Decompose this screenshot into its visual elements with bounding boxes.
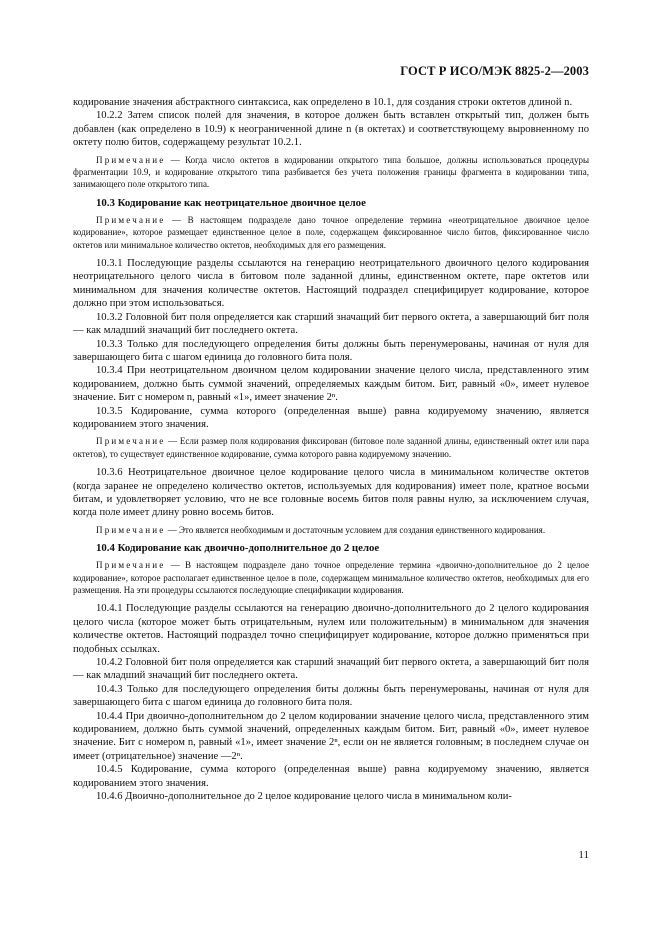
note-paragraph <box>73 154 589 191</box>
note-text: — В настоящем подразделе дано точное определение термина «неотрицательное двоичное целое кодирование», которое размещает единственное целое в поле, содержащем фиксированное число битов, фиксированное число октетов или минимальное количество октетов, необходимых для его размещения. <box>73 214 589 250</box>
note-text: — Когда число октетов в кодировании открытого типа большое, должны использоваться процедуры фрагментации 10.9, и кодирование открытого типа разбивается без учета положения границы фрагмента в кодировании типа, занимающего поле открытого типа. <box>73 154 589 190</box>
body-paragraph: 10.4.3 Только для последующего определения биты должны быть перенумерованы, начиная от нуля для завершающего бита с шагом единица до головного бита поля. <box>73 683 589 709</box>
body-paragraph: 10.3.2 Головной бит поля определяется как старший значащий бит первого октета, а завершающий бит поля — как младший значащий бит последнего октета. <box>73 311 589 337</box>
body-paragraph: 10.3.6 Неотрицательное двоичное целое кодирование целого числа в минимальном количестве октетов (когда заранее не определено количество октетов, используемых для кодирования) имеет поле, кратное восьми битам, и удовлетворяет условию, что не все головные восемь битов поля равны нулю, за исключением случая, когда поле имеет длину ровно восемь битов. <box>73 467 589 519</box>
note-text: — Это является необходимым и достаточным условием для создания единственного кодирования. <box>165 524 546 535</box>
body-paragraph: 10.3.1 Последующие разделы ссылаются на генерацию неотрицательного двоичного целого кодирования неотрицательного целого числа в битовом поле заданной длины, единственном октете, паре октетов или минимальном для значения количестве октетов. Настоящий подраздел специфицирует кодирование, которое должно при этом использоваться. <box>73 258 589 310</box>
note-text: — В настоящем подразделе дано точное определение термина «двоично-дополнительное до 2 целое кодирование», которое располагает единственное целое в поле, содержащем минимальное количество октетов, необходимых для его размещения. На эти процедуры ссылаются последующие спецификации кодирования. <box>73 560 589 595</box>
body-paragraph: 10.4.4 При двоично-дополнительном до 2 целом кодировании значение целого числа, представленного этим кодированием, должно быть суммой значений, определенных каждым битом. Бит, равный «0», имеет нулевое значение. Бит с номером n, равный «1», имеет значение 2ⁿ, если он не является головным; в последнем случае он имеет (отрицательное) значение —2ⁿ. <box>73 710 589 762</box>
note-label: Примечание <box>96 154 166 165</box>
body-paragraph: 10.4.6 Двоично-дополнительное до 2 целое кодирование целого числа в минимальном коли- <box>96 791 512 803</box>
section-heading: 10.4 Кодирование как двоично-дополнительное до 2 целое <box>96 542 380 555</box>
document-header-title: ГОСТ Р ИСО/МЭК 8825-2—2003 <box>400 64 589 78</box>
body-paragraph: 10.3.3 Только для последующего определения биты должны быть перенумерованы, начиная от нуля для завершающего бита с шагом единица до головного бита поля. <box>73 338 589 363</box>
note-paragraph <box>73 559 589 596</box>
note-label: Примечание <box>96 524 166 535</box>
body-paragraph: 10.3.5 Кодирование, сумма которого (определенная выше) равна кодируемому значению, является кодированием этого значения. <box>73 405 589 430</box>
body-paragraph: 10.4.2 Головной бит поля определяется как старший значащий бит первого октета, а завершающий бит поля — как младший значащий бит последнего октета. <box>73 657 589 682</box>
body-paragraph: 10.3.4 При неотрицательном двоичном целом кодировании значение целого числа, представленного этим кодированием, должно быть суммой значений, определяемых каждым битом. Бит, равный «0», имеет нулевое значение. Бит с номером n, равный «1», имеет значение 2ⁿ. <box>73 365 589 404</box>
note-text: — Если размер поля кодирования фиксирован (битовое поле заданной длины, единственный октет или пара октетов), то существует единственное кодирование, сумма которого равна кодируемому значению. <box>73 436 589 459</box>
body-paragraph: 10.4.1 Последующие разделы ссылаются на генерацию двоично-дополнительного до 2 целого кодирования целого числа (которое может быть отрицательным, нулем или положительным) в минимальном для значения количестве октетов. Настоящий подраздел точно специфицирует кодирование, которое должно применяться при подобных ссылках. <box>73 603 589 655</box>
body-paragraph: кодирование значения абстрактного синтаксиса, как определено в 10.1, для создания строки октетов длиной n. <box>73 97 573 108</box>
note-paragraph <box>73 435 589 460</box>
body-paragraph: 10.4.5 Кодирование, сумма которого (определенная выше) равна кодируемому значению, является кодированием этого значения. <box>73 764 589 789</box>
note-paragraph <box>73 214 589 251</box>
note-paragraph <box>73 524 589 536</box>
note-label: Примечание <box>96 436 166 447</box>
body-paragraph: 10.2.2 Затем список полей для значения, в которое должен быть вставлен открытый тип, должен быть добавлен (как определено в 10.9) к неограниченной длине n (в октетах) и соответствующему выровненному по октету полю битов, содержащему результат 10.2.1. <box>73 110 589 149</box>
document-body <box>73 96 589 804</box>
page-number: 11 <box>578 849 589 861</box>
note-label: Примечание <box>96 560 166 571</box>
section-heading: 10.3 Кодирование как неотрицательное двоичное целое <box>96 196 366 209</box>
note-label: Примечание <box>96 214 166 225</box>
